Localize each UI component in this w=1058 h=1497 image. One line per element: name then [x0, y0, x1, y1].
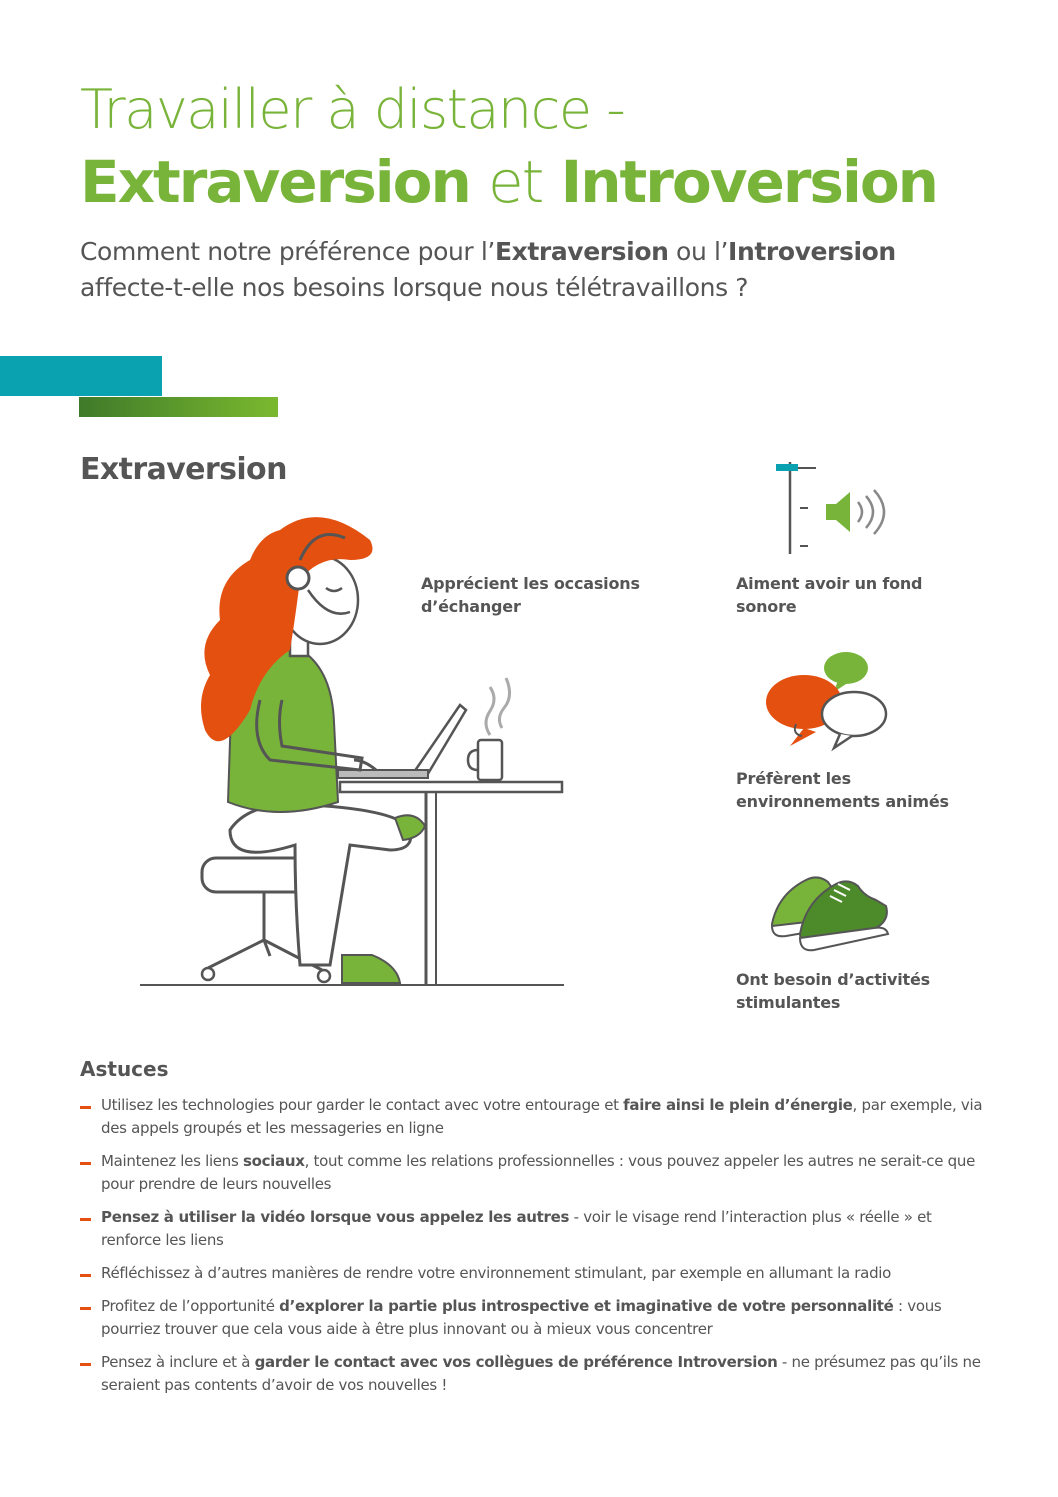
decorative-green-bar — [79, 397, 278, 417]
bullet-dash-icon — [80, 1162, 91, 1165]
tip-text: Réfléchissez à d’autres manières de rendre votre environnement stimulant, par exemple en allumant la radio — [101, 1264, 892, 1282]
bullet-dash-icon — [80, 1218, 91, 1221]
subtitle-text-2: ou l’ — [668, 237, 729, 266]
tip-text: , tout comme les relations professionnelles : vous pouvez appeler les autres ne serait-ce que pour prendre de leurs nouvelles — [101, 1152, 976, 1193]
astuces-title: Astuces — [80, 1057, 169, 1081]
title-et: et — [488, 148, 543, 216]
speech-bubbles-icon — [764, 650, 890, 760]
label-sonore-line1: Aiment avoir un fond — [736, 574, 923, 593]
subtitle-bold-extraversion: Extraversion — [494, 237, 669, 266]
label-animes-line2: environnements animés — [736, 792, 949, 811]
tip-bold: faire ainsi le plein d’énergie — [623, 1096, 853, 1114]
tip-text: Profitez de l’opportunité — [101, 1297, 280, 1315]
label-animes — [736, 767, 949, 813]
bullet-dash-icon — [80, 1307, 91, 1310]
tip-text: : vous pourriez trouver que cela vous aide à être plus innovant ou à mieux vous concentrer — [101, 1297, 942, 1338]
tip-text: - voir le visage rend l’interaction plus « réelle » et renforce les liens — [101, 1208, 932, 1249]
tip-text: - ne présumez pas qu’ils ne seraient pas contents d’avoir de vos nouvelles ! — [101, 1353, 981, 1394]
bullet-dash-icon — [80, 1106, 91, 1109]
tip-text: Pensez à inclure et à — [101, 1353, 255, 1371]
bullet-dash-icon — [80, 1363, 91, 1366]
subtitle — [80, 234, 980, 306]
label-activites — [736, 968, 930, 1014]
label-echanger-line2: d’échanger — [421, 597, 521, 616]
tip-text: Utilisez les technologies pour garder le contact avec votre entourage et — [101, 1096, 624, 1114]
tip-bold: Pensez à utiliser la vidéo lorsque vous appelez les autres — [101, 1208, 570, 1226]
subtitle-text-3: affecte-t-elle nos besoins lorsque nous télétravaillons ? — [80, 273, 749, 302]
label-echanger-line1: Apprécient les occasions — [421, 574, 640, 593]
section-title: Extraversion — [80, 452, 287, 487]
subtitle-text-1: Comment notre préférence pour l’ — [80, 237, 495, 266]
sneakers-icon — [766, 864, 892, 954]
list-item — [80, 1150, 985, 1196]
sound-volume-icon — [774, 458, 888, 558]
title-extraversion: Extraversion — [80, 148, 470, 216]
subtitle-bold-introversion: Introversion — [728, 237, 896, 266]
label-echanger — [421, 572, 640, 618]
tips-list — [80, 1094, 985, 1407]
tip-bold: d’explorer la partie plus introspective et imaginative de votre personnalité — [279, 1297, 894, 1315]
tip-bold: sociaux — [242, 1152, 305, 1170]
bullet-dash-icon — [80, 1274, 91, 1277]
label-sonore-line2: sonore — [736, 597, 797, 616]
title-line1: Travailler à distance - — [80, 78, 625, 141]
label-animes-line1: Préfèrent les — [736, 769, 851, 788]
label-sonore — [736, 572, 922, 618]
list-item — [80, 1351, 985, 1397]
list-item — [80, 1206, 985, 1252]
tip-bold: garder le contact avec vos collègues de préférence Introversion — [254, 1353, 778, 1371]
label-activites-line2: stimulantes — [736, 993, 841, 1012]
decorative-teal-bar — [0, 356, 162, 396]
list-item — [80, 1094, 985, 1140]
title-line2 — [80, 148, 937, 216]
title-introversion: Introversion — [560, 148, 937, 216]
list-item — [80, 1295, 985, 1341]
tip-text: Maintenez les liens — [101, 1152, 243, 1170]
tip-text: , par exemple, via des appels groupés et les messageries en ligne — [101, 1096, 983, 1137]
list-item — [80, 1262, 985, 1285]
label-activites-line1: Ont besoin d’activités — [736, 970, 930, 989]
